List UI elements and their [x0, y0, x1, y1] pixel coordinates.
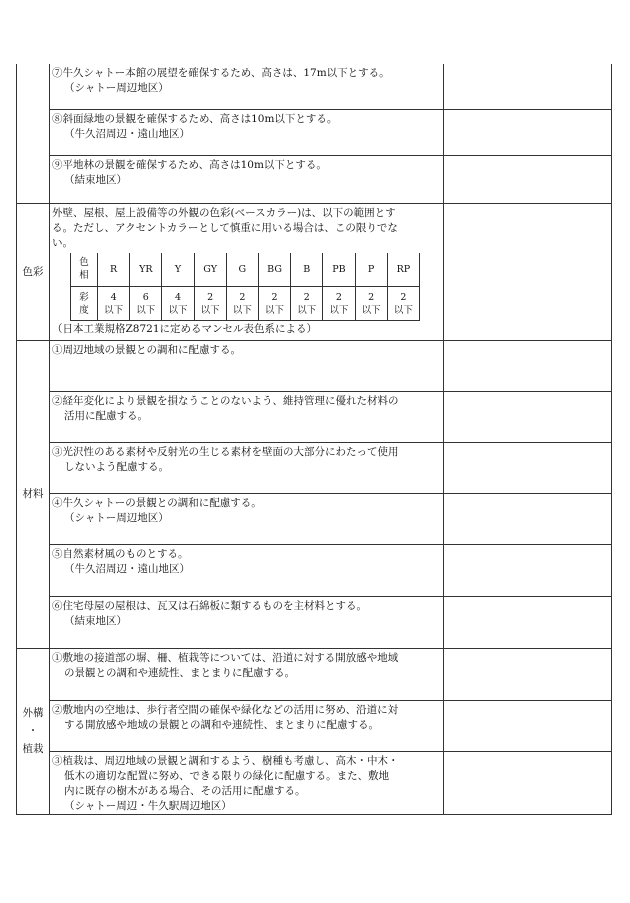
hue-cell: PB: [323, 253, 355, 287]
item-text-cont: 内に既存の樹木がある場合、その活用に配慮する。: [64, 784, 306, 797]
item-text: ②経年変化により景観を損なうことのないよう、維持管理に優れた材料の: [52, 394, 399, 407]
hue-cell: B: [291, 253, 323, 287]
area-label: （結束地区）: [64, 614, 127, 627]
remarks-cell: [444, 64, 612, 109]
remarks-cell: [444, 493, 612, 544]
category-cell-materials: 材料: [17, 340, 50, 648]
chroma-cell: 2 以下: [258, 287, 290, 321]
item-material-4: [50, 493, 444, 544]
chroma-cell: 6 以下: [130, 287, 162, 321]
area-label: （シャトー周辺地区）: [64, 511, 169, 524]
item-text: ⑨平地林の景観を確保するため、高さは10m以下とする。: [52, 158, 327, 171]
color-intro-line: 外壁、屋根、屋上設備等の外観の色彩(ベースカラー)は、以下の範囲とす: [52, 206, 396, 219]
color-intro-line: る。ただし、アクセントカラーとして慎重に用いる場合は、この限りでな: [52, 221, 398, 234]
item-text: ④牛久シャトーの景観との調和に配慮する。: [52, 496, 262, 509]
area-label: （シャトー周辺・牛久駅周辺地区）: [64, 799, 232, 812]
category-cell-height: [17, 64, 50, 203]
item-text: ⑤自然素材風のものとする。: [52, 547, 189, 560]
remarks-cell: [444, 596, 612, 648]
remarks-cell: [444, 391, 612, 442]
chroma-cell: 2 以下: [387, 287, 419, 321]
item-material-2: [50, 391, 444, 442]
item-text-cont: しないよう配慮する。: [64, 460, 169, 473]
item-text-cont: 低木の適切な配置に努め、できる限りの緑化に配慮する。また、敷地: [64, 769, 390, 782]
item-text: ③光沢性のある素材や反射光の生じる素材を壁面の大部分にわたって使用: [52, 445, 399, 458]
item-material-6: [50, 596, 444, 648]
chroma-cell: 2 以下: [226, 287, 258, 321]
remarks-cell: [444, 648, 612, 700]
item-text: ⑥住宅母屋の屋根は、瓦又は石綿板に類するものを主材料とする。: [52, 599, 367, 612]
color-range-table: [70, 253, 420, 322]
remarks-cell: [444, 340, 612, 391]
item-exterior-2: [50, 700, 444, 751]
remarks-cell: [444, 751, 612, 814]
chroma-header: 彩 度: [71, 287, 98, 321]
remarks-cell: [444, 442, 612, 493]
item-exterior-3: [50, 751, 444, 814]
area-label: （牛久沼周辺・遠山地区）: [64, 562, 190, 575]
item-text: ⑦牛久シャトー本館の展望を確保するため、高さは、17m以下とする。: [52, 67, 390, 79]
item-material-5: [50, 544, 444, 596]
item-text-cont: の景観との調和や連続性、まとまりに配慮する。: [64, 666, 295, 679]
munsell-note: （日本工業規格Z8721に定めるマンセル表色系による）: [52, 323, 318, 335]
hue-cell: YR: [130, 253, 162, 287]
chroma-cell: 2 以下: [323, 287, 355, 321]
item-exterior-1: [50, 648, 444, 700]
hue-cell: RP: [387, 253, 419, 287]
chroma-cell: 4 以下: [162, 287, 194, 321]
area-label: （結束地区）: [64, 173, 127, 186]
remarks-cell: [444, 700, 612, 751]
remarks-cell: [444, 203, 612, 340]
item-text: ①敷地の接道部の塀、柵、植栽等については、沿道に対する開放感や地域: [52, 651, 399, 664]
chroma-cell: 4 以下: [98, 287, 130, 321]
item-text: ⑧斜面緑地の景観を確保するため、高さは10m以下とする。: [52, 112, 338, 125]
hue-cell: Y: [162, 253, 194, 287]
area-label: （牛久沼周辺・遠山地区）: [64, 127, 190, 140]
item-height-7: [50, 64, 444, 109]
hue-cell: BG: [258, 253, 290, 287]
chroma-cell: 2 以下: [194, 287, 226, 321]
color-intro-line: い。: [52, 236, 73, 249]
hue-cell: GY: [194, 253, 226, 287]
item-text-cont: する開放感や地域の景観との調和や連続性、まとまりに配慮する。: [64, 718, 379, 731]
category-cell-color: 色彩: [17, 203, 50, 340]
chroma-cell: 2 以下: [355, 287, 387, 321]
item-text-cont: 活用に配慮する。: [64, 409, 148, 422]
hue-header: 色 相: [71, 253, 98, 287]
chroma-cell: 2 以下: [291, 287, 323, 321]
remarks-cell: [444, 544, 612, 596]
area-label: （シャトー周辺地区）: [64, 82, 169, 94]
category-cell-exterior-planting: 外構 ・ 植栽: [17, 648, 50, 814]
item-material-1: [50, 340, 444, 391]
item-text: ①周辺地域の景観との調和に配慮する。: [52, 343, 241, 356]
color-content: [50, 203, 444, 340]
item-material-3: [50, 442, 444, 493]
hue-cell: G: [226, 253, 258, 287]
item-text: ②敷地内の空地は、歩行者空間の確保や緑化などの活用に努め、沿道に対: [52, 703, 399, 716]
item-height-8: [50, 109, 444, 155]
item-text: ③植栽は、周辺地域の景観と調和するよう、樹種も考慮し、高木・中木・: [52, 754, 399, 767]
remarks-cell: [444, 155, 612, 203]
item-height-9: [50, 155, 444, 203]
hue-cell: R: [98, 253, 130, 287]
remarks-cell: [444, 109, 612, 155]
hue-cell: P: [355, 253, 387, 287]
guideline-table: [16, 64, 612, 815]
